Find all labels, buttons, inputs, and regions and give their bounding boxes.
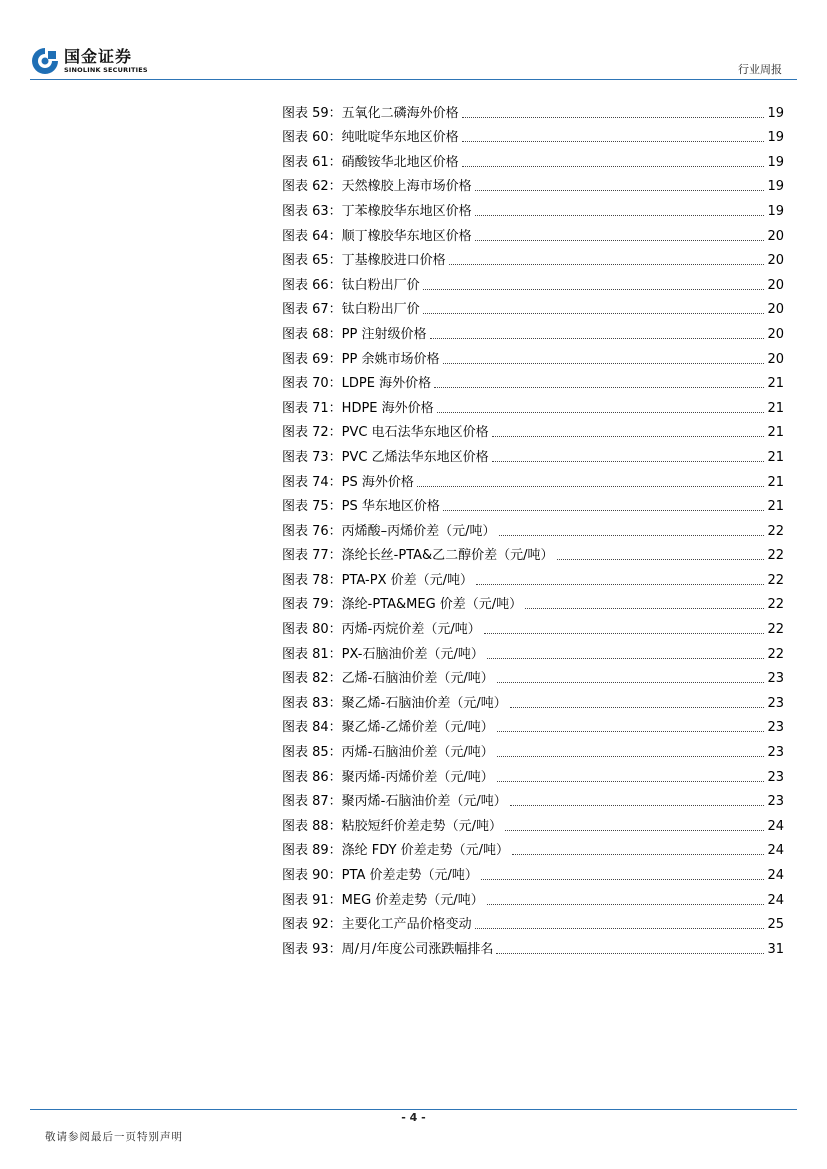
toc-entry-label: 图表 76：丙烯酸–丙烯价差（元/吨） [282,523,496,539]
toc-entry[interactable] [282,369,784,394]
page-header [0,0,827,80]
toc-dot-leader [497,756,765,757]
toc-entry-page: 20 [767,277,784,293]
toc-entry-label: 图表 93：周/月/年度公司涨跌幅排名 [282,941,494,957]
toc-entry-label: 图表 81：PX-石脑油价差（元/吨） [282,646,484,662]
toc-entry[interactable] [282,811,784,836]
toc-entry[interactable] [282,147,784,172]
toc-entry-label: 图表 79：涤纶-PTA&MEG 价差（元/吨） [282,597,523,613]
toc-dot-leader [462,117,765,118]
toc-entry-label: 图表 73：PVC 乙烯法华东地区价格 [282,449,489,465]
toc-entry-page: 22 [767,523,784,539]
header-divider [30,79,797,80]
toc-entry-page: 21 [767,474,784,490]
toc-entry[interactable] [282,492,784,517]
toc-entry[interactable] [282,442,784,467]
toc-entry-page: 19 [767,179,784,195]
company-logo [30,44,148,78]
toc-dot-leader [475,215,765,216]
toc-entry[interactable] [282,688,784,713]
toc-dot-leader [462,166,765,167]
toc-dot-leader [475,190,765,191]
toc-entry-label: 图表 86：聚丙烯-丙烯价差（元/吨） [282,769,494,785]
toc-entry-page: 19 [767,203,784,219]
toc-entry-page: 19 [767,154,784,170]
toc-entry[interactable] [282,541,784,566]
toc-entry[interactable] [282,713,784,738]
toc-entry[interactable] [282,664,784,689]
toc-dot-leader [476,584,764,585]
toc-entry-page: 21 [767,400,784,416]
toc-entry-page: 22 [767,572,784,588]
toc-dot-leader [417,486,765,487]
toc-entry[interactable] [282,270,784,295]
toc-entry[interactable] [282,172,784,197]
toc-dot-leader [443,363,765,364]
toc-entry-page: 21 [767,425,784,441]
toc-entry[interactable] [282,885,784,910]
toc-entry-page: 23 [767,794,784,810]
toc-entry-label: 图表 61：硝酸铵华北地区价格 [282,154,459,170]
toc-entry-page: 23 [767,769,784,785]
page-number: - 4 - [401,1111,426,1124]
toc-dot-leader [492,461,765,462]
toc-dot-leader [484,633,765,634]
toc-dot-leader [434,387,764,388]
toc-dot-leader [505,830,764,831]
toc-dot-leader [499,535,765,536]
toc-entry-page: 22 [767,597,784,613]
toc-entry-page: 20 [767,351,784,367]
toc-dot-leader [481,879,765,880]
toc-entry-label: 图表 75：PS 华东地区价格 [282,499,440,515]
disclaimer-text: 敬请参阅最后一页特别声明 [45,1131,183,1143]
toc-entry-page: 31 [767,941,784,957]
toc-entry-page: 22 [767,548,784,564]
toc-entry-page: 22 [767,622,784,638]
toc-dot-leader [437,412,765,413]
figure-table-of-contents [282,98,784,959]
toc-entry[interactable] [282,221,784,246]
toc-entry-label: 图表 62：天然橡胶上海市场价格 [282,179,472,195]
toc-entry-label: 图表 74：PS 海外价格 [282,474,414,490]
footer-divider [30,1109,797,1110]
toc-entry-page: 23 [767,720,784,736]
toc-entry[interactable] [282,418,784,443]
toc-dot-leader [512,854,764,855]
toc-entry[interactable] [282,590,784,615]
toc-entry-label: 图表 72：PVC 电石法华东地区价格 [282,425,489,441]
toc-entry-page: 24 [767,892,784,908]
toc-dot-leader [492,436,765,437]
toc-dot-leader [423,313,765,314]
toc-entry[interactable] [282,295,784,320]
toc-dot-leader [557,559,765,560]
toc-entry-label: 图表 83：聚乙烯-石脑油价差（元/吨） [282,695,507,711]
toc-entry-page: 21 [767,499,784,515]
toc-entry-page: 20 [767,326,784,342]
toc-entry[interactable] [282,910,784,935]
toc-entry-page: 20 [767,228,784,244]
toc-entry[interactable] [282,123,784,148]
toc-entry-label: 图表 71：HDPE 海外价格 [282,400,434,416]
toc-entry-label: 图表 66：钛白粉出厂价 [282,277,420,293]
sinolink-logo-icon [30,46,60,76]
toc-entry[interactable] [282,393,784,418]
toc-entry-page: 24 [767,868,784,883]
toc-entry[interactable] [282,836,784,861]
toc-entry-page: 23 [767,745,784,761]
toc-entry[interactable] [282,98,784,123]
toc-dot-leader [423,289,765,290]
toc-entry-label: 图表 89：涤纶 FDY 价差走势（元/吨） [282,843,510,859]
toc-entry-page: 19 [767,130,784,146]
toc-dot-leader [443,510,765,511]
toc-entry-page: 22 [767,646,784,662]
toc-entry-page: 21 [767,449,784,465]
toc-entry[interactable] [282,639,784,664]
toc-entry-label: 图表 70：LDPE 海外价格 [282,376,432,392]
toc-dot-leader [496,953,764,954]
toc-dot-leader [430,338,765,339]
toc-entry-label: 图表 77：涤纶长丝-PTA&乙二醇价差（元/吨） [282,548,554,564]
toc-entry-page: 24 [767,843,784,859]
toc-entry-label: 图表 91：MEG 价差走势（元/吨） [282,892,484,908]
toc-entry[interactable] [282,565,784,590]
toc-entry-label: 图表 88：粘胶短纤价差走势（元/吨） [282,818,503,834]
toc-entry[interactable] [282,246,784,271]
toc-dot-leader [487,904,765,905]
toc-entry-label: 图表 90：PTA 价差走势（元/吨） [282,868,478,883]
toc-entry-page: 23 [767,671,784,687]
toc-entry-label: 图表 67：钛白粉出厂价 [282,302,420,318]
toc-entry-label: 图表 85：丙烯-石脑油价差（元/吨） [282,745,494,761]
toc-entry[interactable] [282,787,784,812]
toc-entry-label: 图表 63：丁苯橡胶华东地区价格 [282,203,472,219]
toc-entry[interactable] [282,196,784,221]
toc-dot-leader [449,264,765,265]
toc-entry-label: 图表 82：乙烯-石脑油价差（元/吨） [282,671,494,687]
toc-dot-leader [462,141,765,142]
toc-entry[interactable] [282,762,784,787]
toc-entry-label: 图表 64：顺丁橡胶华东地区价格 [282,228,472,244]
toc-entry[interactable] [282,516,784,541]
toc-dot-leader [487,658,765,659]
toc-entry-label: 图表 68：PP 注射级价格 [282,326,427,342]
toc-entry-label: 图表 92：主要化工产品价格变动 [282,917,472,933]
toc-dot-leader [510,805,765,806]
toc-entry[interactable] [282,614,784,639]
toc-entry-label: 图表 59：五氧化二磷海外价格 [282,105,459,121]
toc-entry[interactable] [282,467,784,492]
toc-entry-page: 21 [767,376,784,392]
logo-english-name: SINOLINK SECURITIES [64,66,148,74]
toc-entry-page: 23 [767,695,784,711]
toc-entry-label: 图表 87：聚丙烯-石脑油价差（元/吨） [282,794,507,810]
toc-entry[interactable] [282,319,784,344]
toc-entry-label: 图表 65：丁基橡胶进口价格 [282,253,446,269]
toc-entry-label: 图表 84：聚乙烯-乙烯价差（元/吨） [282,720,494,736]
toc-entry[interactable] [282,860,784,885]
toc-entry-page: 24 [767,818,784,834]
toc-dot-leader [497,682,765,683]
toc-entry-page: 19 [767,105,784,121]
toc-dot-leader [497,731,765,732]
toc-entry-label: 图表 80：丙烯-丙烷价差（元/吨） [282,622,481,638]
toc-dot-leader [475,240,765,241]
report-type-label: 行业周报 [738,63,782,76]
toc-entry[interactable] [282,344,784,369]
toc-dot-leader [525,608,764,609]
toc-entry-label: 图表 78：PTA-PX 价差（元/吨） [282,572,474,588]
toc-entry-label: 图表 69：PP 余姚市场价格 [282,351,440,367]
toc-dot-leader [475,928,765,929]
logo-chinese-name: 国金证券 [64,47,133,66]
toc-entry-page: 20 [767,302,784,318]
toc-entry[interactable] [282,737,784,762]
toc-dot-leader [497,781,765,782]
toc-entry-page: 20 [767,253,784,269]
toc-entry-page: 25 [767,917,784,933]
toc-entry[interactable] [282,934,784,959]
toc-entry-label: 图表 60：纯吡啶华东地区价格 [282,130,459,146]
toc-dot-leader [510,707,765,708]
